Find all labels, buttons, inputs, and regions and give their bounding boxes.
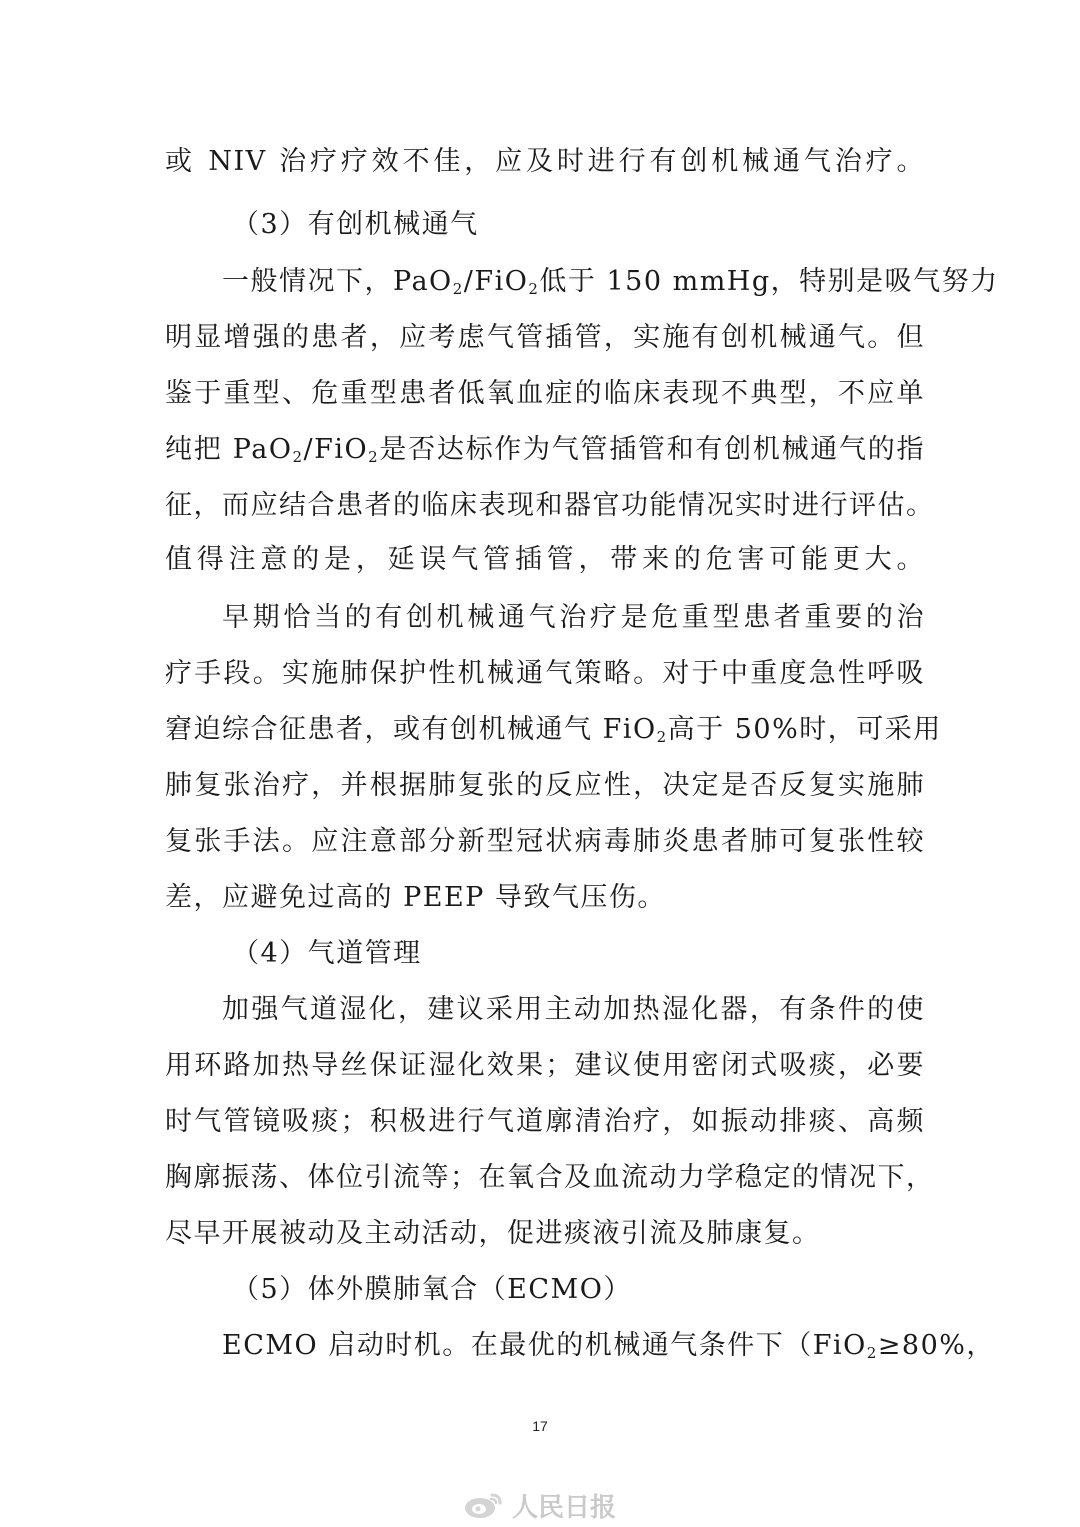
page-number: 17 — [532, 1418, 548, 1434]
section-heading-5: （5）体外膜肺氧合（ECMO） — [232, 1274, 632, 1305]
paragraph-line: 疗手段。实施肺保护性机械通气策略。对于中重度急性呼吸 — [165, 658, 925, 689]
paragraph-line: 明显增强的患者，应考虑气管插管，实施有创机械通气。但 — [165, 322, 925, 353]
paragraph-line: 胸廓振荡、体位引流等；在氧合及血流动力学稳定的情况下， — [165, 1162, 935, 1193]
paragraph-line: 值得注意的是，延误气管插管，带来的危害可能更大。 — [165, 544, 925, 575]
section-heading-4: （4）气道管理 — [232, 938, 422, 969]
paragraph-line: 一般情况下，PaO$_2$/FiO$_2$低于 150 mmHg，特别是吸气努力 — [222, 266, 999, 298]
paragraph-line: 鉴于重型、危重型患者低氧血症的临床表现不典型，不应单 — [165, 378, 925, 409]
paragraph-line: 用环路加热导丝保证湿化效果；建议使用密闭式吸痰，必要 — [165, 1050, 925, 1081]
paragraph-line: ECMO 启动时机。在最优的机械通气条件下（FiO$_2$≥80%， — [222, 1330, 995, 1362]
weibo-logo-icon — [462, 1489, 504, 1521]
paragraph-line: 时气管镜吸痰；积极进行气道廓清治疗，如振动排痰、高频 — [165, 1106, 925, 1137]
paragraph-line: 或 NIV 治疗疗效不佳，应及时进行有创机械通气治疗。 — [165, 146, 925, 177]
paragraph-line: 窘迫综合征患者，或有创机械通气 FiO$_2$高于 50%时，可采用 — [165, 714, 942, 746]
section-heading-3: （3）有创机械通气 — [232, 209, 479, 240]
paragraph-line: 纯把 PaO$_2$/FiO$_2$是否达标作为气管插管和有创机械通气的指 — [165, 434, 925, 466]
paragraph-line: 肺复张治疗，并根据肺复张的反应性，决定是否反复实施肺 — [165, 770, 925, 801]
paragraph-line: 尽早开展被动及主动活动，促进痰液引流及肺康复。 — [165, 1218, 821, 1249]
paragraph-line: 差，应避免过高的 PEEP 导致气压伤。 — [165, 882, 666, 913]
paragraph-line: 早期恰当的有创机械通气治疗是危重型患者重要的治 — [222, 602, 925, 633]
paragraph-line: 加强气道湿化，建议采用主动加热湿化器，有条件的使 — [222, 994, 925, 1025]
watermark-text: 人民日报 — [512, 1492, 617, 1523]
weibo-watermark — [462, 1488, 616, 1522]
paragraph-line: 征，而应结合患者的临床表现和器官功能情况实时进行评估。 — [165, 490, 935, 521]
paragraph-line: 复张手法。应注意部分新型冠状病毒肺炎患者肺可复张性较 — [165, 826, 925, 857]
